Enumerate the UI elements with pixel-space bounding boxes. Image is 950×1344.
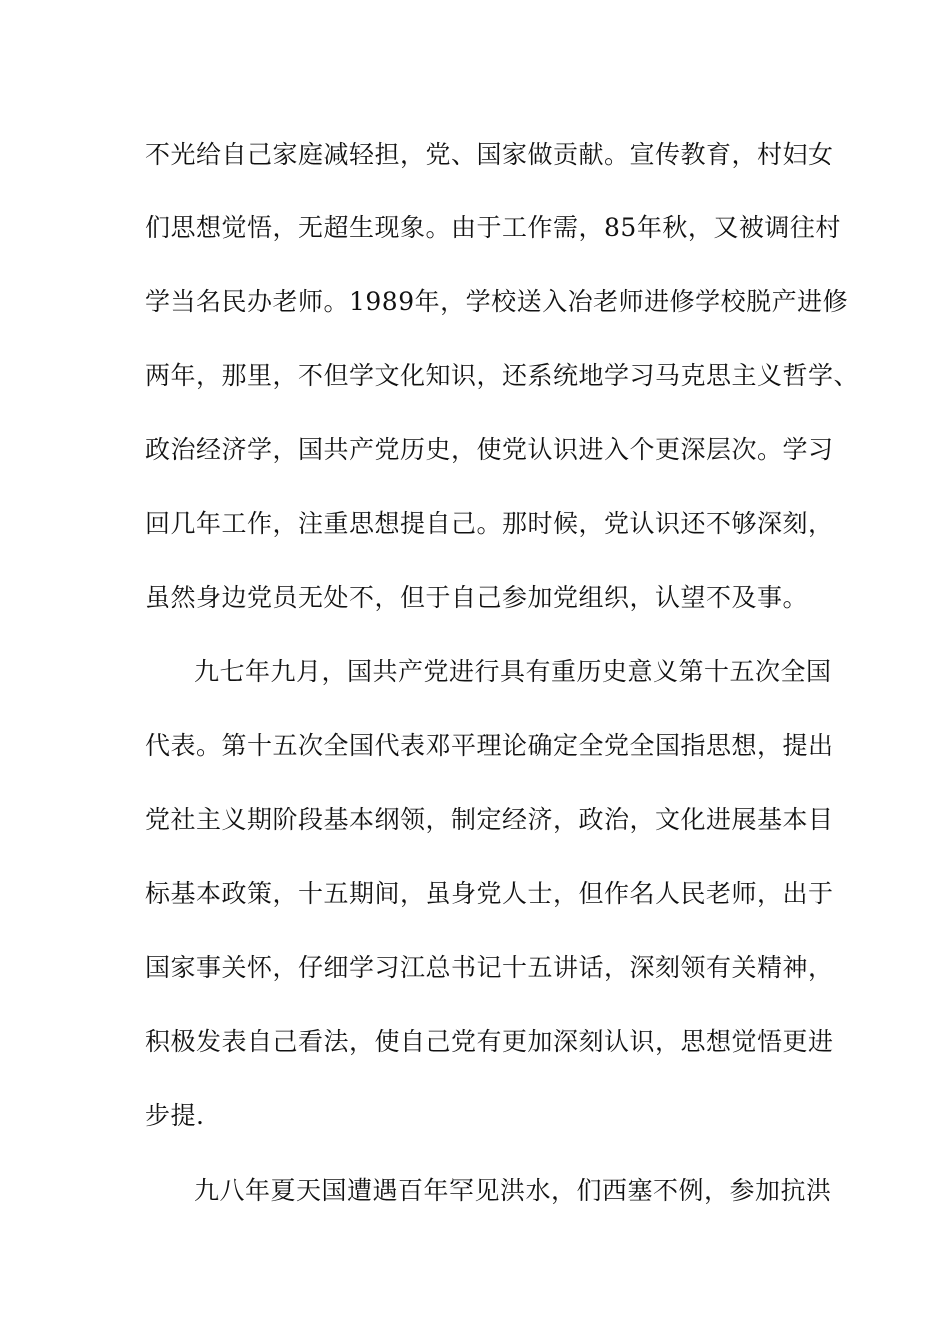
text-line: 步提.	[145, 1101, 205, 1130]
text-line: 标基本政策，十五期间，虽身党人士，但作名人民老师，出于	[145, 879, 834, 908]
text-line: 们思想觉悟，无超生现象。由于工作需，85年秋，又被调往村	[145, 213, 841, 242]
text-line: 党社主义期阶段基本纲领，制定经济，政治，文化进展基本目	[145, 805, 834, 834]
text-line: 两年，那里，不但学文化知识，还系统地学习马克思主义哲学、	[145, 361, 860, 390]
text-line: 回几年工作，注重思想提自己。那时候，党认识还不够深刻，	[145, 509, 834, 538]
paragraph-first-line: 九八年夏天国遭遇百年罕见洪水，们西塞不例，参加抗洪	[194, 1176, 832, 1205]
text-line: 学当名民办老师。1989年，学校送入冶老师进修学校脱产进修	[145, 287, 849, 316]
text-line: 国家事关怀，仔细学习江总书记十五讲话，深刻领有关精神，	[145, 953, 834, 982]
paragraph-first-line: 九七年九月，国共产党进行具有重历史意义第十五次全国	[194, 657, 832, 686]
text-line: 虽然身边党员无处不，但于自己参加党组织，认望不及事。	[145, 583, 809, 612]
text-line: 不光给自己家庭减轻担，党、国家做贡献。宣传教育，村妇女	[145, 140, 834, 169]
text-line: 政治经济学，国共产党历史，使党认识进入个更深层次。学习	[145, 435, 834, 464]
text-line: 积极发表自己看法，使自己党有更加深刻认识，思想觉悟更进	[145, 1027, 834, 1056]
text-line: 代表。第十五次全国代表邓平理论确定全党全国指思想，提出	[145, 731, 834, 760]
